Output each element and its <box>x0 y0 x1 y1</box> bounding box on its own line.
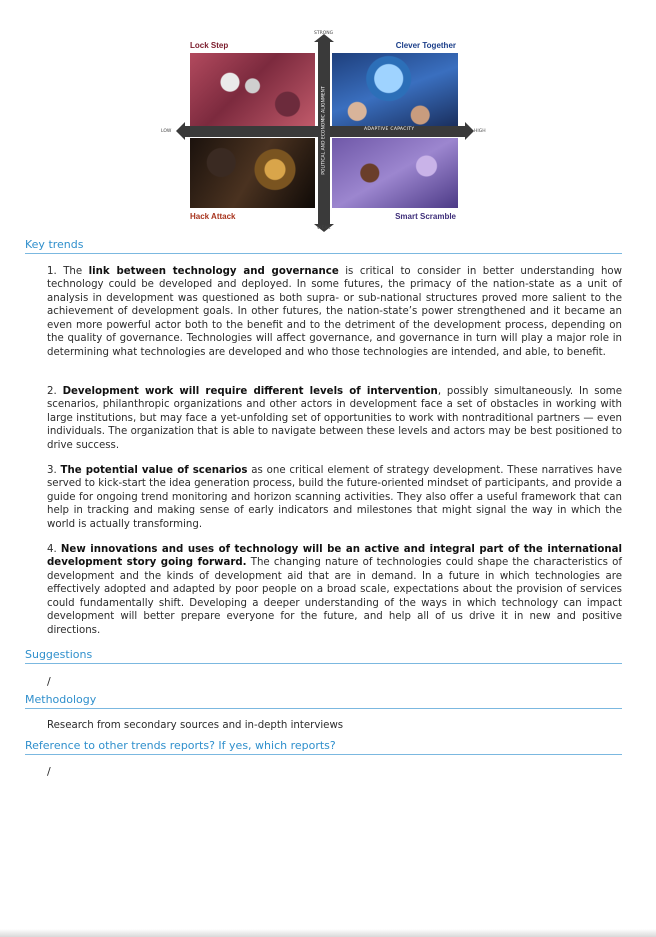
key-trend-item-2 <box>47 385 622 452</box>
item-text: as one critical element of strategy development. These narratives have served to kick-start the idea generation process, build the future-oriented mindset of participants, and provide a guide for ongoing trend monitoring and horizon scanning activities. They also offer a useful framework that can help in tracking and making sense of early indicators and milestones that might signal the way in which the world is actually transforming. <box>47 465 622 530</box>
item-number: 4. <box>47 544 61 555</box>
item-bold: Development work will require different levels of intervention <box>62 386 438 397</box>
axis-label-low: LOW <box>161 129 172 134</box>
methodology-value: Research from secondary sources and in-depth interviews <box>47 720 344 731</box>
reference-value: / <box>47 765 51 778</box>
item-bold: link between technology and governance <box>88 266 339 277</box>
clever-together-image <box>332 53 458 126</box>
item-number: 2. <box>47 386 63 397</box>
lock-step-image <box>190 53 315 126</box>
reference-heading: Reference to other trends reports? If yes, which reports? <box>25 739 622 755</box>
item-bold: New innovations and uses of technology will be an active and integral part of the international development story going forward. <box>47 544 622 569</box>
quadrant-label-smart-scramble: Smart Scramble <box>395 212 456 221</box>
methodology-heading: Methodology <box>25 693 622 709</box>
vertical-axis-title: POLITICAL AND ECONOMIC ALIGNMENT <box>321 86 327 175</box>
item-bold: The potential value of scenarios <box>60 465 248 476</box>
key-trend-item-4 <box>47 543 622 637</box>
key-trends-heading: Key trends <box>25 238 622 254</box>
hack-attack-image <box>190 138 315 208</box>
page-bottom-edge <box>0 929 656 937</box>
smart-scramble-image <box>332 138 458 208</box>
axis-label-strong: STRONG <box>314 31 334 36</box>
suggestions-value: / <box>47 675 51 688</box>
suggestions-heading: Suggestions <box>25 648 622 664</box>
quadrant-label-clever-together: Clever Together <box>395 41 456 50</box>
axis-label-weak: WEAK <box>317 226 331 231</box>
item-text: is critical to consider in better understanding how technology could be developed and deployed. In some futures, the primacy of the nation-state as a unit of analysis in development was questioned as both supra- or sub-national structures proved more salient to the achievement of development goals. In other futures, the nation-state’s power strengthened and it became an even more powerful actor both to the benefit and to the detriment of the development process, depending on the quality of governance. Technologies will affect governance, and governance in turn will play a major role in determining what technologies are developed and who those technologies are intended, and able, to benefit. <box>47 266 622 358</box>
item-number: 3. <box>47 465 61 476</box>
key-trend-item-3 <box>47 464 622 531</box>
horizontal-axis-title: ADAPTIVE CAPACITY <box>364 127 415 132</box>
key-trend-item-1 <box>47 265 622 359</box>
item-number: 1. <box>47 266 64 277</box>
item-lead: The <box>63 266 89 277</box>
item-text: The changing nature of technologies could shape the characteristics of development and the kinds of development aid that are in demand. In a future in which technologies are effectively adopted and adapted by poor people on a broad scale, expectations about the provision of services could fundamentally shift. Developing a deeper understanding of the ways in which technology can impact development will better prepare everyone for the future, and help all of us drive it in new and positive directions. <box>47 557 622 636</box>
axis-label-high: HIGH <box>474 129 486 134</box>
quadrant-label-lock-step: Lock Step <box>190 41 229 50</box>
item-text: , possibly simultaneously. In some scenarios, philanthropic organizations and other actors in development face a set of obstacles in working with large institutions, but may face a yet-unfolding set of opportunities to work with nontraditional partners — even individuals. The organization that is able to navigate between these levels and actors may be best positioned to drive success. <box>47 386 622 451</box>
scenario-matrix-diagram <box>160 28 492 234</box>
quadrant-label-hack-attack: Hack Attack <box>190 212 236 221</box>
